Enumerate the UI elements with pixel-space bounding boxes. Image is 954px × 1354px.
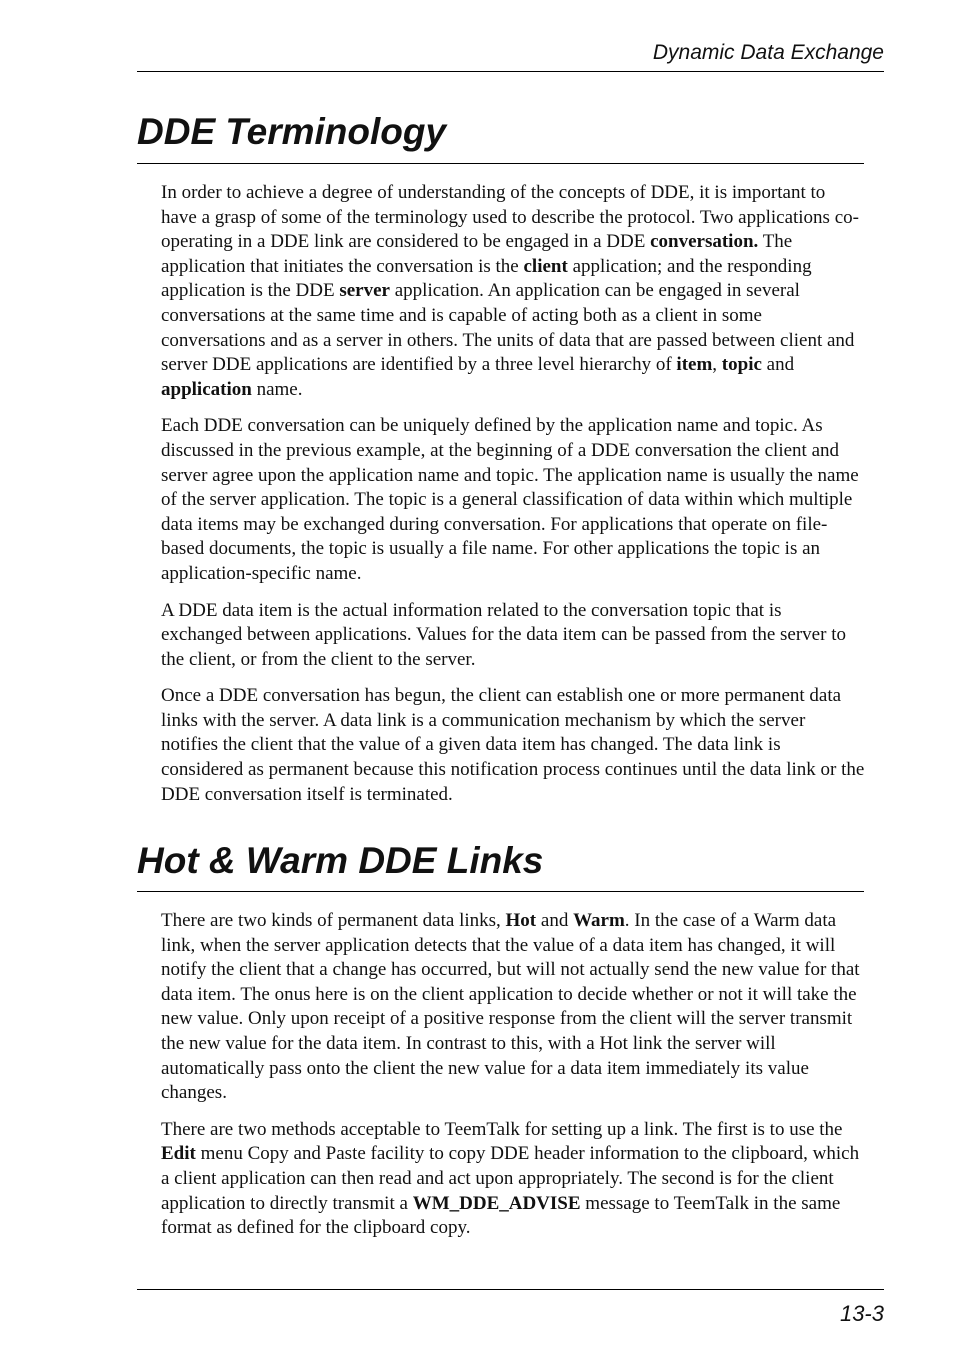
page-number: 13-3 xyxy=(839,1301,884,1326)
text-run: name. xyxy=(251,378,303,400)
term-client: client xyxy=(523,255,568,277)
text-run: . In the case of a Warm data link, when the server application detects that the value of a data item has changed, it will notify the client that a change has occurred, but will not actually send the new value for that data item. The onus here is on the client application to decide whether or not it will take the new value. Only upon receipt of a positive response from the client will the server transmit the new value for the data item. In contrast to this, with a Hot link the server will automatically pass onto the client the new value for a data item immediately its value changes. xyxy=(161,910,860,1104)
text-run: and xyxy=(536,910,574,931)
running-head: Dynamic Data Exchange xyxy=(652,41,884,64)
text-run: application. An application can be engaged in several conversations at the same time and is capable of acting both as a client in some conversations and as a server in others. The units of data that are passed between client and server DDE applications are identified by a three level hierarchy of xyxy=(161,280,855,376)
text-run: In order to achieve a degree of understanding of the concepts of DDE, it is important to have a grasp of some of the terminology used to describe the protocol. Two applications co-operating in a DDE link are considered to be engaged in a DDE xyxy=(161,182,859,253)
term-topic: topic xyxy=(721,354,762,376)
text-run: There are two kinds of permanent data links, xyxy=(161,910,506,931)
section-body-dde-terminology xyxy=(161,181,865,819)
section-body-hot-warm-links xyxy=(161,909,865,1253)
header-rule xyxy=(137,71,884,72)
text-run: message to TeemTalk in the same format as defined for the clipboard copy. xyxy=(161,1192,841,1239)
text-run: application; and the responding application is the DDE xyxy=(161,255,812,302)
term-edit: Edit xyxy=(161,1143,196,1165)
text-run: The application that initiates the conversation is the xyxy=(161,231,793,277)
text-run: menu Copy and Paste facility to copy DDE header information to the clipboard, which a client application can then read and act upon appropriately. The second is for the client application to directly transmit a xyxy=(161,1143,860,1214)
footer-rule xyxy=(137,1289,884,1290)
term-wm-dde-advise: WM_DDE_ADVISE xyxy=(412,1192,581,1214)
section-heading-dde-terminology: DDE Terminology xyxy=(137,111,447,152)
paragraph xyxy=(161,181,865,402)
paragraph: A DDE data item is the actual information related to the conversation topic that is exchanged between applications. Values for the data item can be passed from the server to the client, or from the client to the server. xyxy=(161,599,846,670)
section-heading-hot-warm-links: Hot & Warm DDE Links xyxy=(137,840,544,881)
section-rule xyxy=(137,891,864,892)
paragraph: Each DDE conversation can be uniquely defined by the application name and topic. As discussed in the previous example, at the beginning of a DDE conversation the client and server agree upon the application name and topic. The application name is usually the name of the server application. The topic is a general classification of data within which multiple data items may be exchanged during conversation. For applications that operate on file-based documents, the topic is usually a file name. For other applications the topic is an application-specific name. xyxy=(161,415,859,584)
term-hot: Hot xyxy=(505,910,537,931)
term-server: server xyxy=(339,280,390,302)
term-warm: Warm xyxy=(573,910,625,931)
paragraph xyxy=(161,1118,865,1241)
term-conversation: conversation. xyxy=(650,231,759,253)
section-rule xyxy=(137,163,864,164)
text-run: There are two methods acceptable to TeemTalk for setting up a link. The first is to use the xyxy=(161,1118,843,1140)
text-run: and xyxy=(761,354,795,376)
paragraph xyxy=(161,909,865,1106)
term-application: application xyxy=(161,378,252,400)
paragraph: Once a DDE conversation has begun, the client can establish one or more permanent data links with the server. A data link is a communication mechanism by which the server notifies the client that the value of a given data item has changed. The data link is considered as permanent because this notification process continues until the data link or the DDE conversation itself is terminated. xyxy=(161,685,865,805)
text-run: , xyxy=(712,354,722,376)
term-item: item xyxy=(676,354,713,376)
